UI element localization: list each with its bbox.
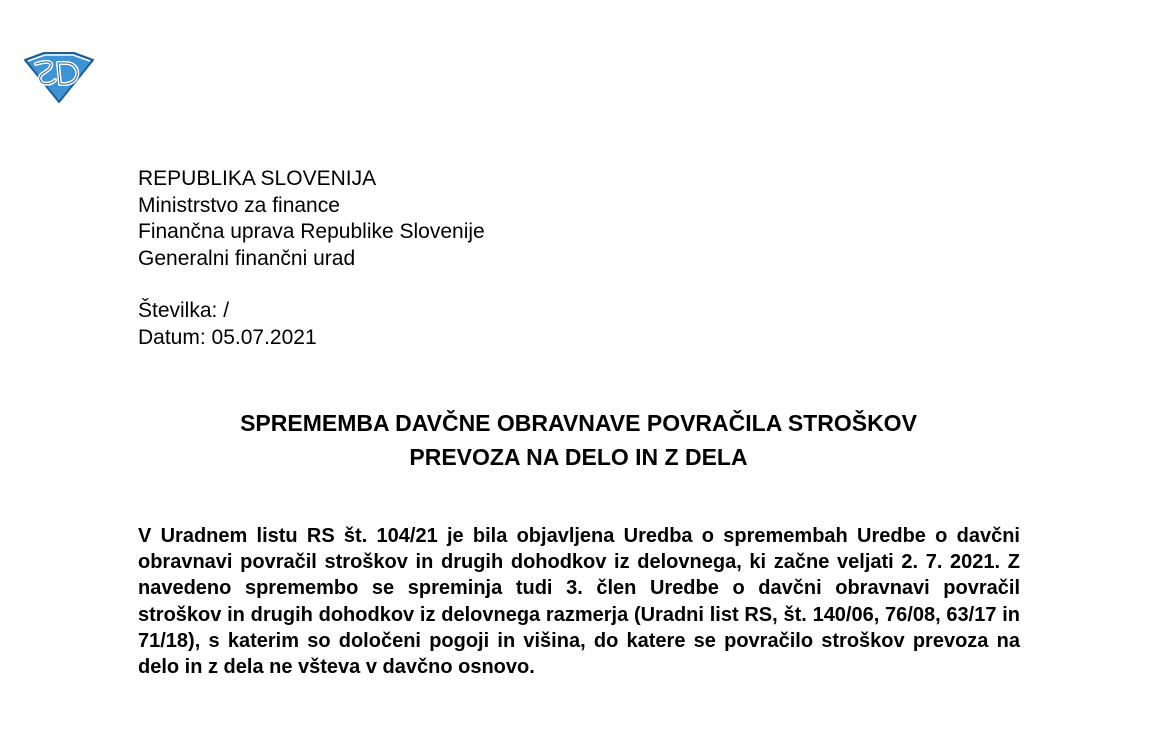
header-line-ministry: Ministrstvo za finance [138, 193, 340, 217]
fu-shield-logo-icon [22, 50, 96, 104]
document-number: Številka: / [138, 299, 230, 322]
institution-header [138, 166, 485, 272]
title-line-2: PREVOZA NA DELO IN Z DELA [409, 444, 748, 470]
next-paragraph-cutoff [138, 733, 1020, 743]
header-line-administration: Finančna uprava Republike Slovenije [138, 220, 485, 243]
document-meta [138, 298, 317, 351]
title-line-1: SPREMEMBA DAVČNE OBRAVNAVE POVRAČILA STROŠKOV [240, 410, 917, 436]
document-title [0, 406, 1157, 474]
header-line-office: Generalni finančni urad [138, 246, 356, 270]
document-date: Datum: 05.07.2021 [138, 325, 317, 349]
body-paragraph: V Uradnem listu RS št. 104/21 je bila objavljena Uredba o spremembah Uredbe o davčni obravnavi povračil stroškov in drugih dohodkov iz delovnega, ki začne veljati 2. 7. 2021. Z navedeno spremembo se spreminja tudi 3. člen Uredbe o davčni obravnavi povračil stroškov in drugih dohodkov iz delovnega razmerja (Uradni list RS, št. 140/06, 76/08, 63/17 in 71/18), s katerim so določeni pogoji in višina, do katere se povračilo stroškov prevoza na delo in z dela ne všteva v davčno osnovo. [138, 525, 1020, 679]
header-line-republic: REPUBLIKA SLOVENIJA [138, 167, 377, 190]
